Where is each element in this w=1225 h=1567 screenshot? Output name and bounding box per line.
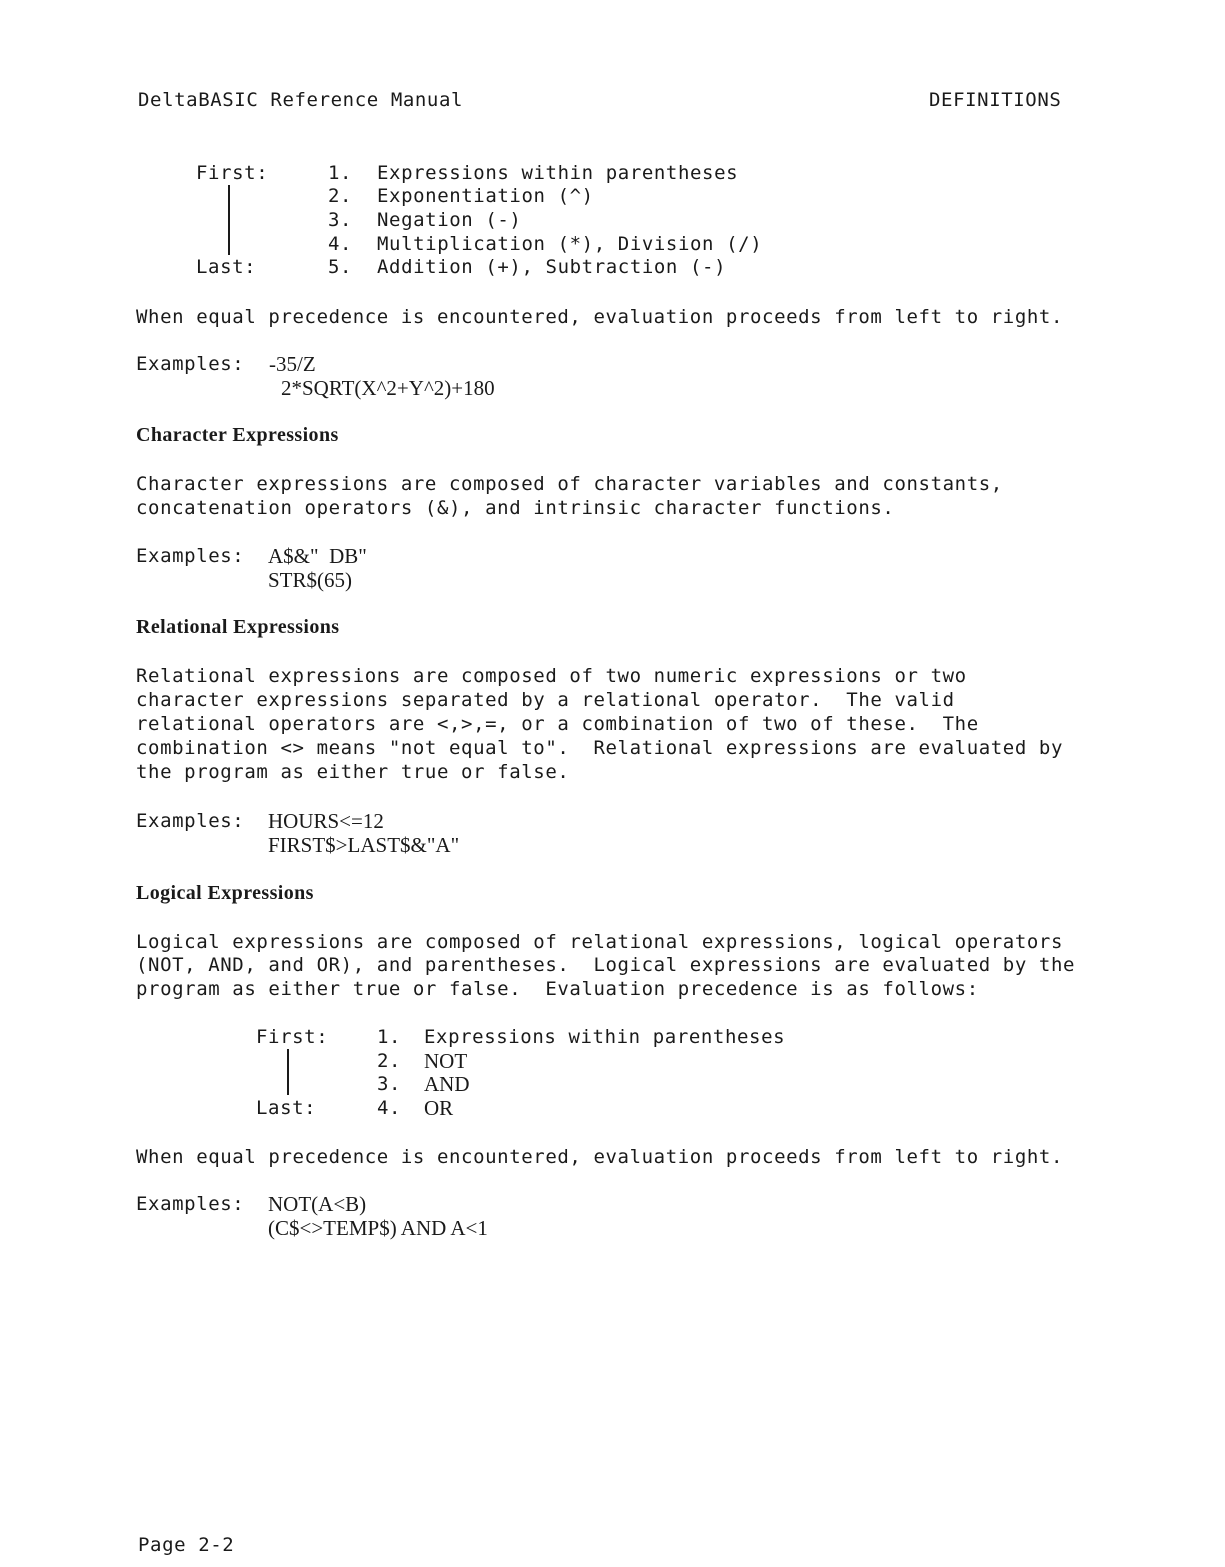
example-code: NOT(A<B) <box>268 1192 367 1216</box>
item-number: 2. <box>377 1050 402 1072</box>
paragraph-line: (NOT, AND, and OR), and parentheses. Logical expressions are evaluated by the <box>136 954 1076 976</box>
item-number: 4. <box>377 1097 402 1119</box>
precedence-arrow-bar <box>228 185 230 255</box>
item-text: NOT <box>424 1049 468 1073</box>
paragraph-line: character expressions separated by a relational operator. The valid <box>136 689 955 711</box>
item-number: 3. <box>328 209 353 231</box>
section-title: DEFINITIONS <box>929 89 1062 111</box>
precedence-note: When equal precedence is encountered, evaluation proceeds from left to right. <box>136 1146 1063 1168</box>
paragraph-line: Character expressions are composed of character variables and constants, <box>136 473 1003 495</box>
section-heading: Character Expressions <box>136 424 339 446</box>
item-number: 3. <box>377 1073 402 1095</box>
item-text: Multiplication (*), Division (/) <box>377 233 763 255</box>
item-number: 2. <box>328 185 353 207</box>
item-text: Negation (-) <box>377 209 522 231</box>
examples-label: Examples: <box>136 1193 245 1215</box>
item-text: Exponentiation (^) <box>377 185 594 207</box>
item-number: 4. <box>328 233 353 255</box>
item-text: OR <box>424 1096 454 1120</box>
item-number: 1. <box>377 1026 402 1048</box>
examples-label: Examples: <box>136 545 245 567</box>
page-number: Page 2-2 <box>138 1534 235 1556</box>
paragraph-line: Logical expressions are composed of relational expressions, logical operators <box>136 931 1063 953</box>
paragraph-line: combination <> means "not equal to". Relational expressions are evaluated by <box>136 737 1063 759</box>
section-heading: Logical Expressions <box>136 882 314 904</box>
paragraph-line: Relational expressions are composed of two numeric expressions or two <box>136 665 967 687</box>
precedence-arrow-bar <box>287 1049 289 1095</box>
paragraph-line: the program as either true or false. <box>136 761 570 783</box>
last-label: Last: <box>196 256 257 278</box>
paragraph-line: program as either true or false. Evaluation precedence is as follows: <box>136 978 979 1000</box>
example-code: STR$(65) <box>268 568 352 592</box>
precedence-note: When equal precedence is encountered, evaluation proceeds from left to right. <box>136 306 1063 328</box>
item-text: Expressions within parentheses <box>377 162 739 184</box>
item-text: AND <box>424 1072 470 1096</box>
first-label: First: <box>196 162 269 184</box>
item-text: Expressions within parentheses <box>424 1026 786 1048</box>
example-code: A$&" DB" <box>268 544 367 568</box>
item-text: Addition (+), Subtraction (-) <box>377 256 727 278</box>
example-code: -35/Z <box>269 352 316 376</box>
paragraph-line: relational operators are <,>,=, or a combination of two of these. The <box>136 713 979 735</box>
last-label: Last: <box>256 1097 317 1119</box>
item-number: 5. <box>328 256 353 278</box>
first-label: First: <box>256 1026 329 1048</box>
examples-label: Examples: <box>136 353 245 375</box>
paragraph-line: concatenation operators (&), and intrinsic character functions. <box>136 497 895 519</box>
item-number: 1. <box>328 162 353 184</box>
example-code: HOURS<=12 <box>268 809 384 833</box>
manual-title: DeltaBASIC Reference Manual <box>138 89 464 111</box>
example-code: 2*SQRT(X^2+Y^2)+180 <box>281 376 495 400</box>
section-heading: Relational Expressions <box>136 616 340 638</box>
examples-label: Examples: <box>136 810 245 832</box>
example-code: FIRST$>LAST$&"A" <box>268 833 460 857</box>
example-code: (C$<>TEMP$) AND A<1 <box>268 1216 488 1240</box>
